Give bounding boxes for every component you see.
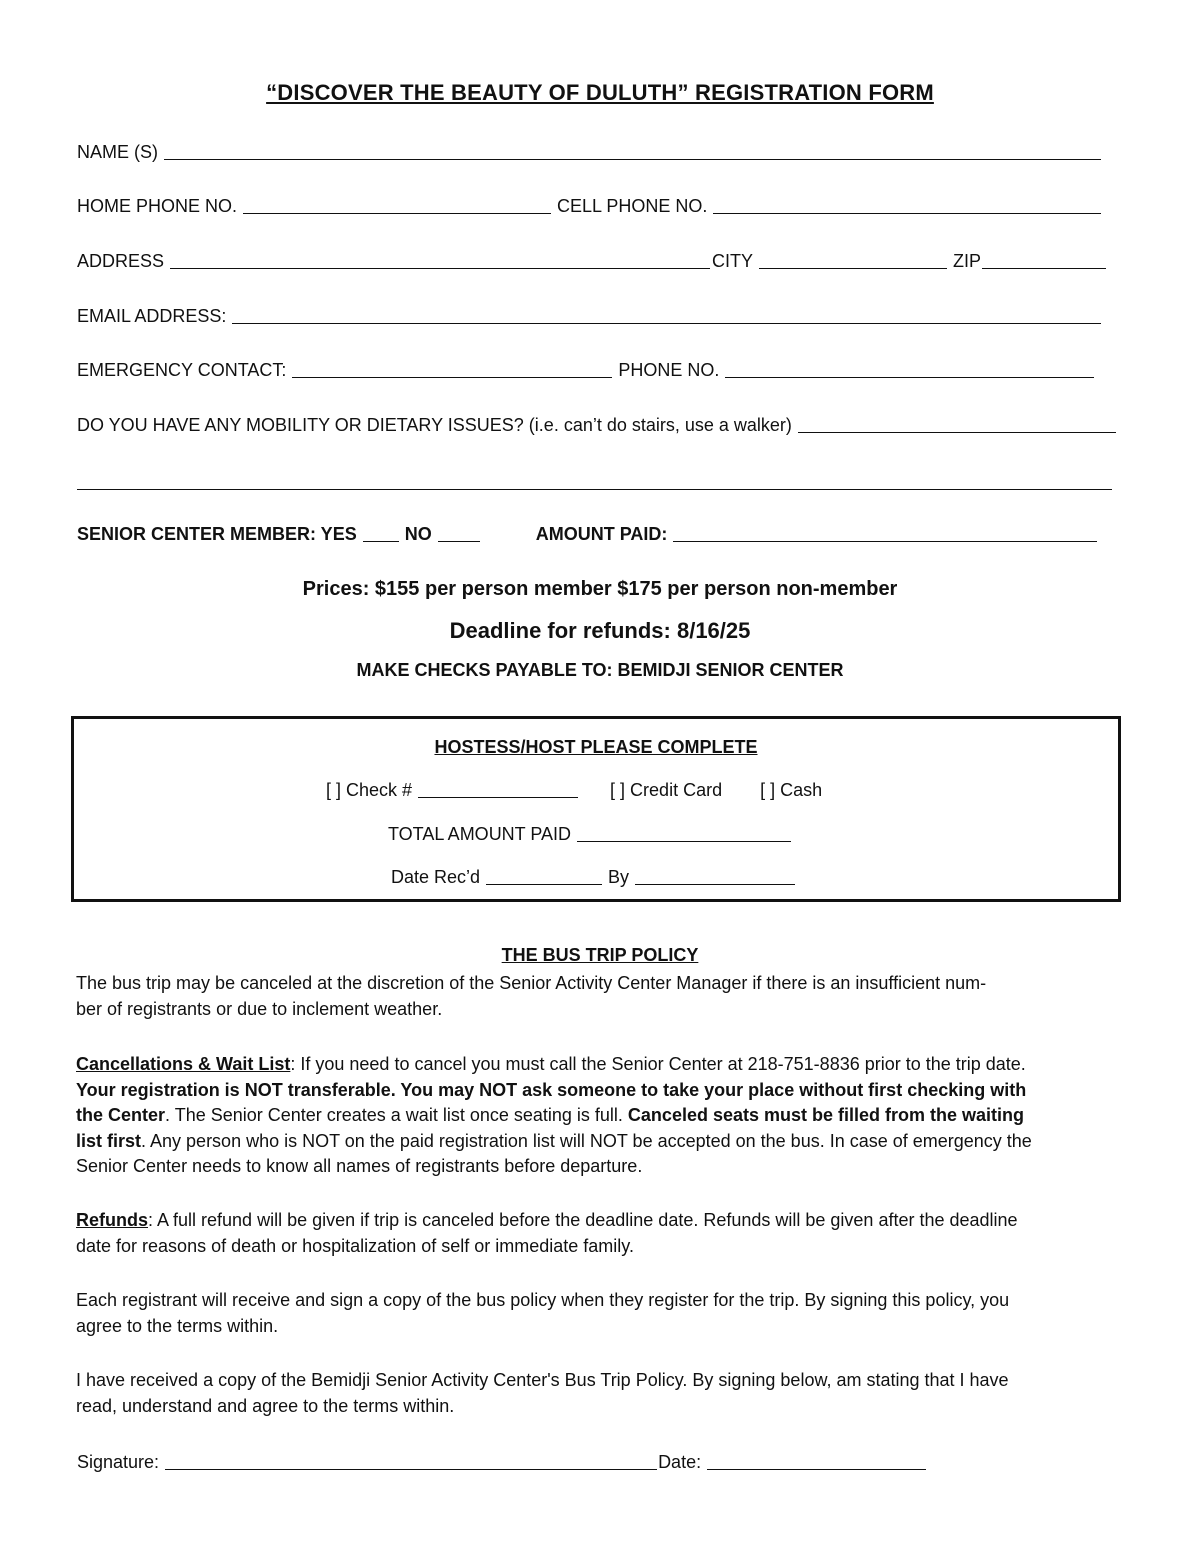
cancellations-text-3c: Canceled seats must be filled from the waiting [627, 1105, 1025, 1125]
phone-row [77, 193, 1107, 217]
date-received-row [391, 864, 801, 888]
refund-deadline: Deadline for refunds: 8/16/25 [449, 618, 751, 643]
total-paid-label: TOTAL AMOUNT PAID [388, 824, 572, 844]
email-row [77, 303, 1107, 327]
emergency-contact-field[interactable] [292, 360, 612, 378]
date-label: Date: [658, 1452, 702, 1472]
acknowledgement-line1: I have received a copy of the Bemidji Senior Activity Center's Bus Trip Policy. By signing below, am stating that I have [76, 1370, 1009, 1390]
total-paid-row [388, 821, 797, 845]
email-field[interactable] [232, 306, 1101, 324]
cash-option[interactable]: [ ] Cash [760, 780, 823, 800]
signature-field[interactable] [165, 1452, 657, 1470]
check-number-field[interactable] [418, 780, 578, 798]
member-yes-label: SENIOR CENTER MEMBER: YES [77, 524, 357, 544]
policy-intro-line1: The bus trip may be canceled at the discretion of the Senior Activity Center Manager if there is an insufficient num- [76, 973, 987, 993]
email-label: EMAIL ADDRESS: [77, 306, 227, 326]
policy-title: THE BUS TRIP POLICY [501, 945, 699, 965]
amount-paid-field[interactable] [673, 524, 1097, 542]
credit-card-option[interactable]: [ ] Credit Card [610, 780, 723, 800]
emergency-phone-field[interactable] [725, 360, 1094, 378]
zip-field[interactable] [982, 251, 1106, 269]
emergency-row [77, 357, 1100, 381]
cancellations-text-1: : If you need to cancel you must call the Senior Center at 218-751-8836 prior to the trip date. [290, 1054, 1026, 1074]
emergency-phone-label: PHONE NO. [618, 360, 720, 380]
acknowledgement-paragraph [76, 1368, 1126, 1419]
cancellations-text-4b: . Any person who is NOT on the paid registration list will NOT be accepted on the bus. In case of emergency the [141, 1130, 1032, 1151]
zip-label: ZIP [953, 251, 982, 271]
acknowledgement-line2: read, understand and agree to the terms within. [76, 1395, 455, 1416]
date-field[interactable] [707, 1452, 926, 1470]
policy-intro [76, 971, 1126, 1022]
city-field[interactable] [759, 251, 947, 269]
cancellations-text-3b: . The Senior Center creates a wait list once seating is full. [165, 1105, 628, 1125]
emergency-contact-label: EMERGENCY CONTACT: [77, 360, 287, 380]
member-yes-field[interactable] [363, 524, 399, 542]
host-box-title: HOSTESS/HOST PLEASE COMPLETE [434, 737, 758, 757]
address-row [77, 248, 1112, 272]
host-box [71, 716, 1121, 902]
cancellations-paragraph [76, 1052, 1136, 1180]
form-title: “DISCOVER THE BEAUTY OF DULUTH” REGISTRATION FORM [266, 80, 934, 105]
home-phone-label: HOME PHONE NO. [77, 196, 238, 216]
address-field[interactable] [170, 251, 710, 269]
refunds-heading: Refunds [76, 1210, 148, 1230]
cancellations-text-2: Your registration is NOT transferable. You may NOT ask someone to take your place without first checking with [76, 1079, 1027, 1100]
home-phone-field[interactable] [243, 196, 551, 214]
refunds-text-1: : A full refund will be given if trip is canceled before the deadline date. Refunds will be given after the deadline [148, 1210, 1018, 1230]
policy-intro-line2: ber of registrants or due to inclement weather. [76, 998, 443, 1019]
city-label: CITY [712, 251, 754, 271]
checks-payable: MAKE CHECKS PAYABLE TO: BEMIDJI SENIOR CENTER [356, 660, 844, 680]
member-no-label: NO [404, 524, 432, 544]
names-row [77, 139, 1107, 163]
amount-paid-label: AMOUNT PAID: [535, 524, 668, 544]
by-label: By [608, 867, 630, 887]
each-registrant-line2: agree to the terms within. [76, 1315, 279, 1336]
cancellations-text-4a: list first [76, 1130, 142, 1151]
date-recd-label: Date Rec’d [391, 867, 481, 887]
refunds-text-2: date for reasons of death or hospitalization of self or immediate family. [76, 1235, 634, 1256]
address-label: ADDRESS [77, 251, 165, 271]
signature-label: Signature: [77, 1452, 160, 1472]
cell-phone-label: CELL PHONE NO. [557, 196, 708, 216]
payment-method-row [326, 777, 822, 801]
signature-row [77, 1449, 932, 1473]
names-field[interactable] [164, 142, 1101, 160]
member-row [77, 521, 1103, 545]
each-registrant-line1: Each registrant will receive and sign a copy of the bus policy when they register for the trip. By signing this policy, you [76, 1290, 1010, 1310]
total-paid-field[interactable] [577, 824, 791, 842]
mobility-row [77, 412, 1122, 436]
names-label: NAME (S) [77, 142, 158, 162]
mobility-label: DO YOU HAVE ANY MOBILITY OR DIETARY ISSUES? (i.e. can’t do stairs, use a walker) [77, 415, 792, 435]
prices-text: Prices: $155 per person member $175 per person non-member [302, 578, 898, 600]
refunds-paragraph [76, 1208, 1126, 1259]
cancellations-heading: Cancellations & Wait List [76, 1054, 291, 1074]
each-registrant-paragraph [76, 1288, 1126, 1339]
mobility-extra-line[interactable] [77, 472, 1112, 490]
member-no-field[interactable] [438, 524, 480, 542]
check-option[interactable]: [ ] Check # [326, 780, 413, 800]
cancellations-text-3a: the Center [76, 1105, 166, 1125]
date-recd-field[interactable] [486, 867, 602, 885]
cancellations-text-5: Senior Center needs to know all names of registrants before departure. [76, 1156, 643, 1176]
mobility-field[interactable] [798, 415, 1116, 433]
cell-phone-field[interactable] [713, 196, 1101, 214]
by-field[interactable] [635, 867, 795, 885]
